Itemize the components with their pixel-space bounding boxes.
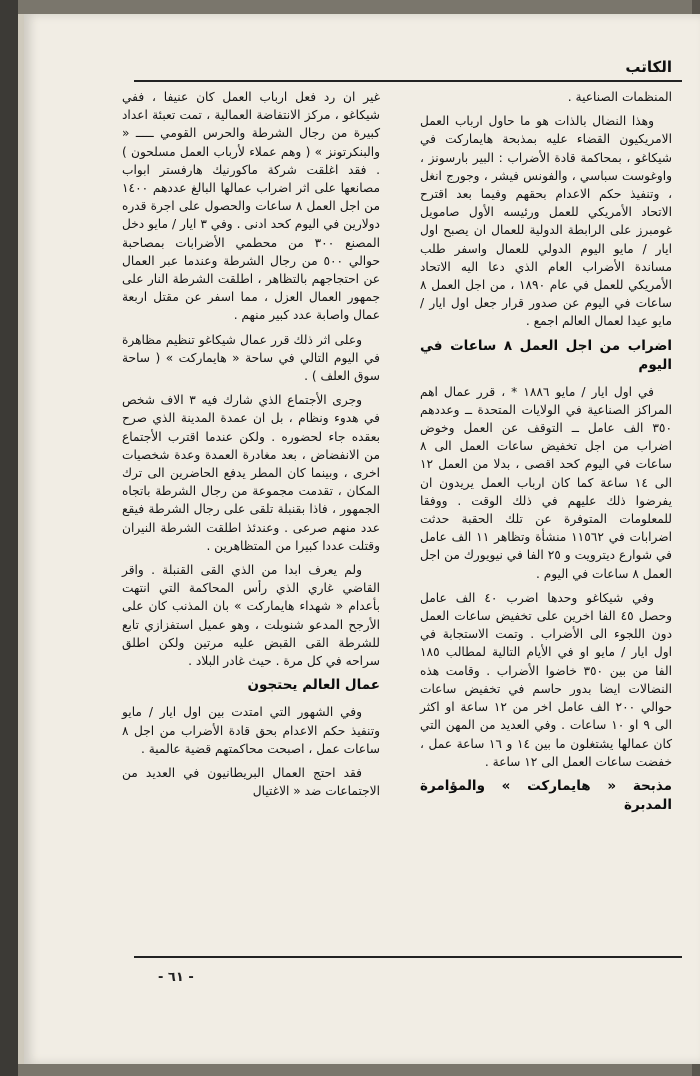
paragraph: في اول ايار / مايو ١٨٨٦ * ، قرر عمال اهم المراكز الصناعية في الولايات المتحدة ــ وعددهم ٣٥٠ الف عامل ــ التوقف عن العمل وخوض اضراب من اجل تخفيض ساعات العمل الى ٨ ساعات في اليوم كحد اقصى ، بدلا من العمل ١٢ الى ١٤ ساعة كما كان ارباب العمل يريدون ان يفرضوا ذلك عليهم في ذلك الوقت . ووفقا للمعلومات المتوفرة عن تلك الحقبة حدثت اضرابات في ١١٥٦٢ منشأة وتظاهر ١١ الف عامل في شوارع ديترويت و ٢٥ الفا في نيويورك من اجل العمل ٨ ساعات في اليوم . xyxy=(420,384,673,581)
paragraph: وعلى اثر ذلك قرر عمال شيكاغو تنظيم مظاهرة في اليوم التالي في ساحة « هايماركت » ( ساحة سوق العلف ) . xyxy=(122,332,380,384)
background-edge-left xyxy=(0,0,18,1076)
section-heading: اضراب من اجل العمل ٨ ساعات في اليوم xyxy=(420,337,672,373)
page-number: - ٦١ - xyxy=(158,970,194,985)
footer-rule xyxy=(134,956,682,958)
magazine-page xyxy=(18,14,700,1064)
left-column xyxy=(122,88,380,806)
paragraph: وفي شيكاغو وحدها اضرب ٤٠ الف عامل وحصل ٤٥ الفا اخرين على تخفيض ساعات العمل دون اللجوء الى الأضراب . وتمت الاستجابة في اول ايار / مايو او في الأيام التالية لمطالب ١٨٥ الفا من بين ٣٥٠ خاضوا الأضراب . وقامت هذه النضالات ايضا بدور حاسم في تخفيض ساعات حوالي ٢٠٠ الف عامل اخر من ١٢ ساعة او اكثر الى ٩ او ١٠ ساعات . وفي العديد من المهن التي كان عمالها يشتغلون ما بين ١٤ و ١٦ ساعة عمل ، خفضت ساعات العمل الى ١٢ ساعة . xyxy=(420,590,673,769)
paragraph: غير ان رد فعل ارباب العمل كان عنيفا ، ففي شيكاغو ، مركز الانتفاضة العمالية ، تمت تعبئة اعداد كبيرة من رجال الشرطة والحرس القومي ـــــ « والبنكرتونز » ( وهم عملاء لأرباب العمل مسلحون ) . فقد اغلقت شركة ماكورنيك هارفستر ابواب مصانعها على اثر اضراب عمالها البالغ عددهم ١٤٠٠ من اجل العمل ٨ ساعات والحصول على اجرة قدره دولارين في اليوم كحد ادنى . وفي ٣ ايار / مايو دخل المصنع ٣٠٠ من محطمي الأضرابات بمصاحبة حوالي ٥٠٠ من رجال الشرطة وعندما عبر العمال عن احتجاجهم بالتظاهر ، اطلقت الشرطة النار على جمهور العمال العزل ، مما اسفر عن مقتل اربعة عمال واصابة عدد كبير منهم . xyxy=(122,90,380,323)
page-header-title: الكاتب xyxy=(625,58,672,76)
paragraph: ولم يعرف ابدا من الذي القى القنبلة . واقر القاضي غاري الذي رأس المحاكمة التي انتهت بأعدام « شهداء هايماركت » بان المذنب كان على الأرجح المدعو شنوبلت ، وهو عميل استفزازي تابع للشرطة القى القبض عليه مرتين ولكن اطلق سراحه في كل مرة . حيث غادر البلاد . xyxy=(122,563,380,669)
paragraph: وفي الشهور التي امتدت بين اول ايار / مايو وتنفيذ حكم الاعدام بحق قادة الأضراب من اجل ٨ ساعات عمل ، اصبحت محاكمتهم قضية عالمية . xyxy=(122,705,380,756)
header-rule xyxy=(134,80,682,82)
paragraph: المنظمات الصناعية . xyxy=(567,90,672,104)
section-heading: مذبحة « هايماركت » والمؤامرة المدبرة xyxy=(420,777,672,813)
paragraph: وهذا النضال بالذات هو ما حاول ارباب العمل الامريكيون القضاء عليه بمذبحة هايماركت في شيكاغو ، بمحاكمة قادة الأضراب : البير بارسونز ، واوغوست سباسي ، والفونس فيشر ، وجورج انغل ، وتنفيذ حكم الاعدام بحقهم وفيما بعد اقترح الاتحاد الأمريكي للعمل ورئيسه الأول صامويل غومبرز على الرابطة الدولية للعمال ان يصبح اول ايار / مايو اليوم الدولي للعمال واسفر طلب مساندة الأضراب العام الذي دعا اليه الاتحاد الأمريكي للعمل في عام ١٨٩٠ ، من اجل العمل ٨ ساعات في اليوم عن صدور قرار جعل اول ايار / مايو عيدا لعمال العالم اجمع . xyxy=(420,114,673,329)
right-column xyxy=(420,88,672,823)
section-heading: عمال العالم يحتجون xyxy=(247,677,380,694)
paragraph: فقد احتج العمال البريطانيون في العديد من الاجتماعات ضد « الاغتيال xyxy=(122,765,380,799)
paragraph: وجرى الأجتماع الذي شارك فيه ٣ الاف شخص في هدوء ونظام ، بل ان عمدة المدينة الذي صرح بعقده جاء لحضوره . ولكن عندما اقترب الأجتماع من الانفضاض ، بعد مغادرة العمدة وعدة شخصيات اخرى ، وبينما كان المطر يدفع الحاضرين الى ترك المكان ، تقدمت مجموعة من رجال الشرطة باتجاه الجمهور ، فاذا بقنبلة تلقى على رجال الشرطة فيقع عدد منهم صرعى . وعندئذ اطلقت الشرطة النيران وقتلت عددا كبيرا من المتظاهرين . xyxy=(122,393,380,553)
